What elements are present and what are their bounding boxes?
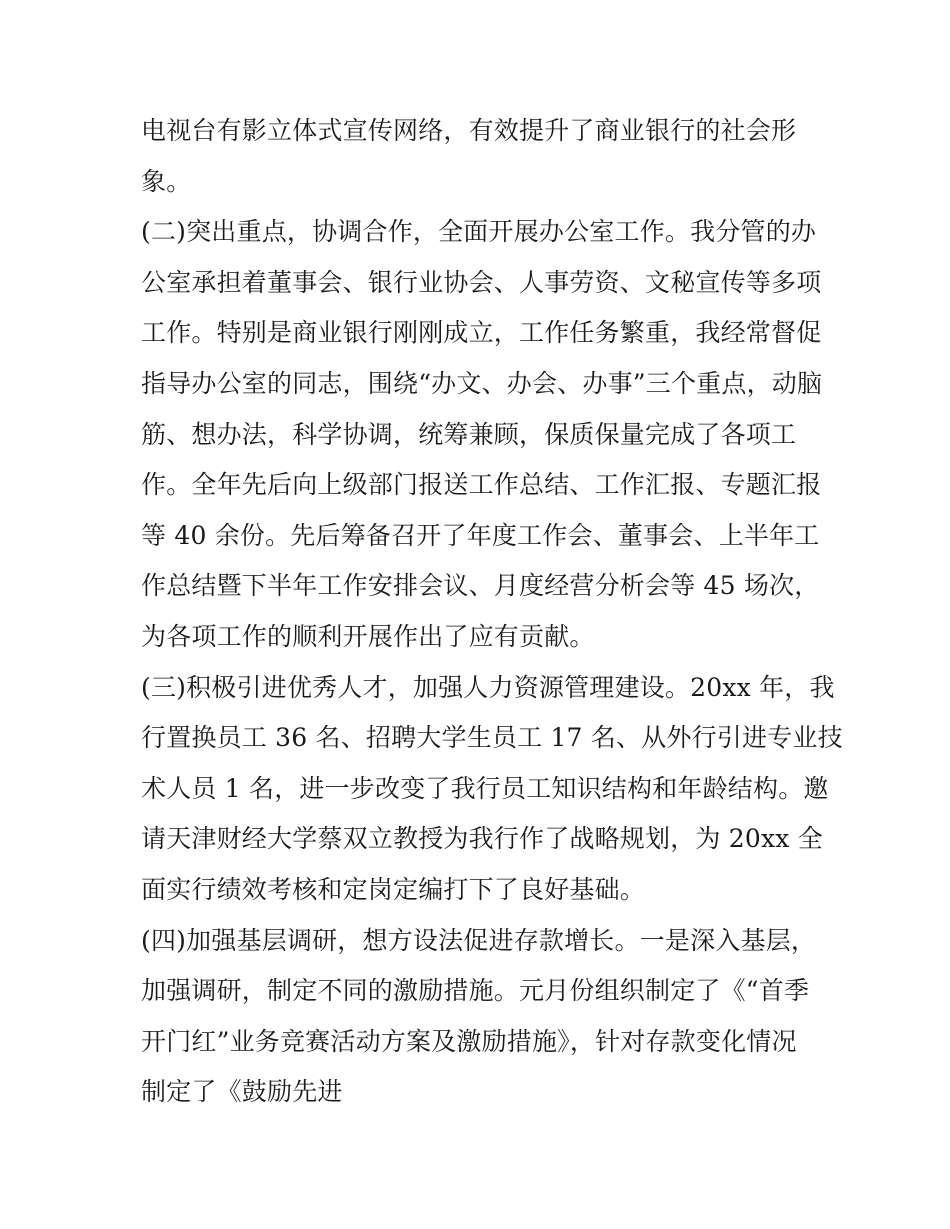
text-line: 为各项工作的顺利开展作出了应有贡献。 xyxy=(141,621,595,651)
text-line: 作总结暨下半年工作安排会议、月度经营分析会等 45 场次， xyxy=(141,571,820,601)
text-line: (四)加强基层调研，想方设法促进存款增长。一是深入基层， xyxy=(141,925,817,955)
text-line: 筋、想办法，科学协调，统筹兼顾，保质保量完成了各项工 xyxy=(141,419,797,449)
text-line: 制定了《鼓励先进 xyxy=(141,1077,343,1107)
text-line: 工作。特别是商业银行刚刚成立，工作任务繁重，我经常督促 xyxy=(141,318,822,348)
text-line: 等 40 余份。先后筹备召开了年度工作会、董事会、上半年工 xyxy=(141,520,820,550)
document-body xyxy=(141,106,843,1118)
text-line: 象。 xyxy=(141,166,192,196)
text-line: 行置换员工 36 名、招聘大学生员工 17 名、从外行引进专业技 xyxy=(141,723,843,753)
text-line: 加强调研，制定不同的激励措施。元月份组织制定了《“首季 xyxy=(141,976,810,1006)
text-line: 开门红”业务竞赛活动方案及激励措施》，针对存款变化情况 xyxy=(141,1026,797,1056)
text-line: 电视台有影立体式宣传网络，有效提升了商业银行的社会形 xyxy=(141,116,797,145)
text-line: (三)积极引进优秀人才，加强人力资源管理建设。20xx 年，我 xyxy=(141,672,835,702)
text-line: 公室承担着董事会、银行业协会、人事劳资、文秘宣传等多项 xyxy=(141,267,822,297)
text-line: 请天津财经大学蔡双立教授为我行作了战略规划，为 20xx 全 xyxy=(141,824,823,854)
text-line: 面实行绩效考核和定岗定编打下了良好基础。 xyxy=(141,874,646,904)
text-line: 指导办公室的同志，围绕“办文、办会、办事”三个重点，动脑 xyxy=(141,368,823,398)
text-line: 作。全年先后向上级部门报送工作总结、工作汇报、专题汇报 xyxy=(141,470,822,500)
text-line: 术人员 1 名，进一步改变了我行员工知识结构和年龄结构。邀 xyxy=(141,773,829,803)
text-line: (二)突出重点，协调合作，全面开展办公室工作。我分管的办 xyxy=(141,217,817,247)
